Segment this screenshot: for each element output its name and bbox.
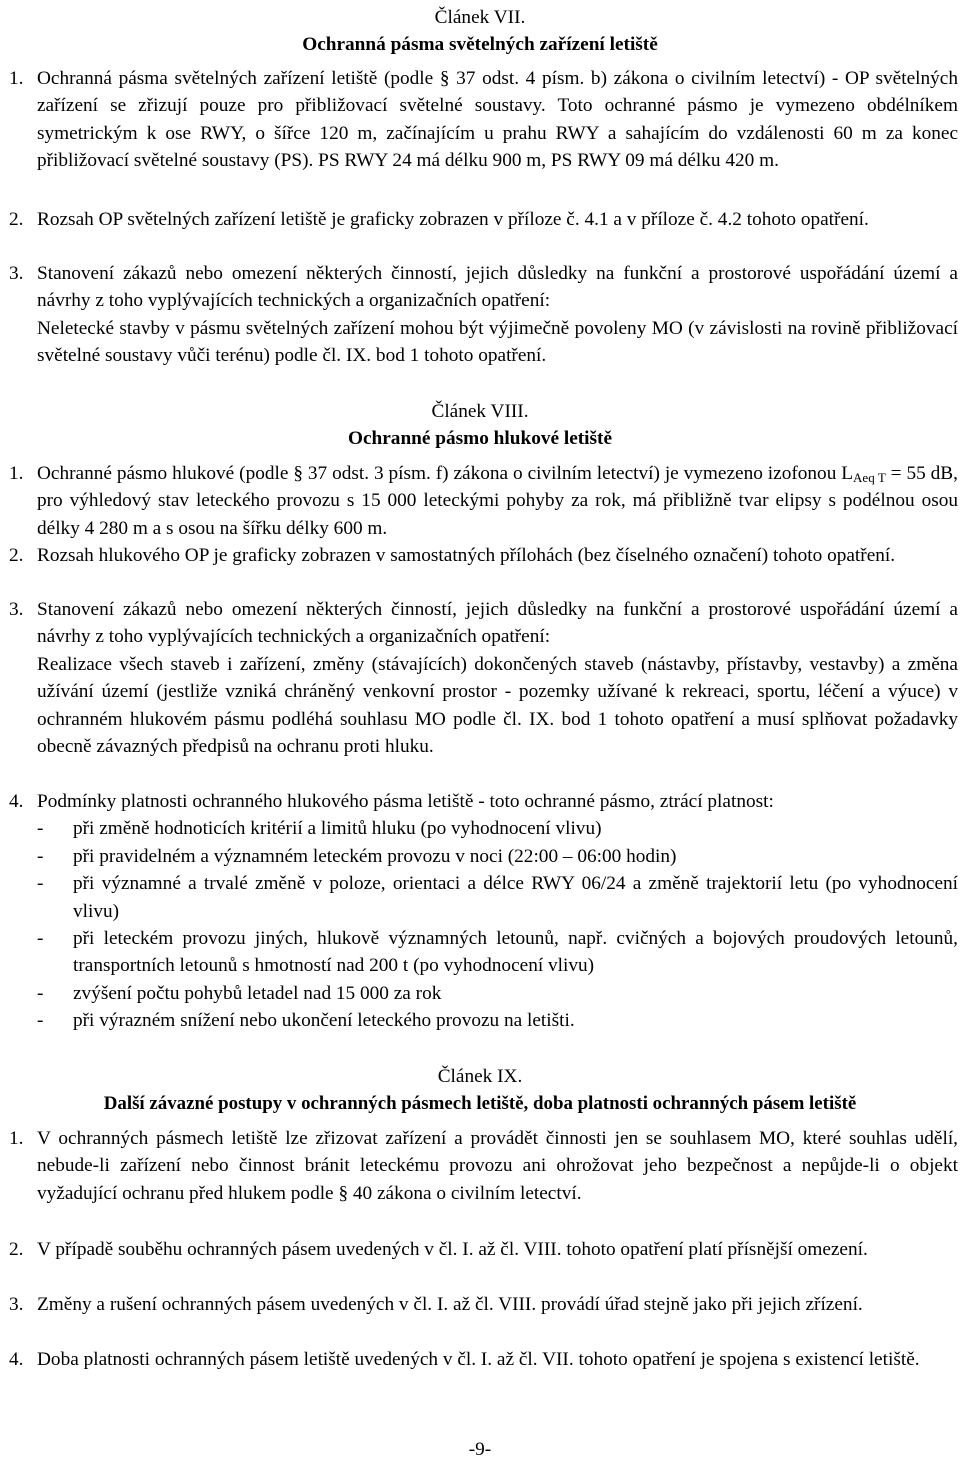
item-text <box>37 460 958 542</box>
list-item <box>0 843 958 870</box>
article-7-item-3 <box>0 260 958 370</box>
item-number: 1. <box>9 1128 24 1149</box>
article-9-number: Článek IX. <box>437 1066 523 1087</box>
bullet-dash: - <box>37 928 44 950</box>
item-number: 2. <box>9 209 24 230</box>
item-text: V případě souběhu ochranných pásem uvedených v čl. I. až čl. VIII. tohoto opatření platí přísnější omezení. <box>37 1239 868 1260</box>
list-item-text: při významné a trvalé změně v poloze, orientaci a délce RWY 06/24 a změně trajektorií letu (po vyhodnocení vlivu) <box>73 873 958 922</box>
item-number: 3. <box>9 599 24 620</box>
page-number: -9- <box>468 1439 492 1460</box>
article-7-item-1 <box>0 65 958 175</box>
article-9 <box>0 1063 960 1118</box>
bullet-dash: - <box>37 1010 44 1032</box>
list-item-text: při pravidelném a významném leteckém provozu v noci (22:00 – 06:00 hodin) <box>73 845 677 867</box>
article-7-title: Ochranná pásma světelných zařízení letiště <box>302 34 658 56</box>
article-7 <box>0 4 960 59</box>
list-item <box>0 1007 958 1034</box>
list-item <box>0 980 958 1007</box>
item-text: Rozsah hlukového OP je graficky zobrazen v samostatných přílohách (bez číselného označení) tohoto opatření. <box>37 545 896 566</box>
item-number: 1. <box>9 463 24 484</box>
article-8-item-4 <box>0 788 958 1035</box>
item-number: 2. <box>9 1239 24 1260</box>
list-item <box>0 925 958 980</box>
subscript-aeq: Aeq T <box>853 470 886 485</box>
article-8-item-2 <box>0 542 958 569</box>
bullet-dash: - <box>37 818 44 840</box>
item-text: Změny a rušení ochranných pásem uvedených v čl. I. až čl. VIII. provádí úřad stejně jako při jejich zřízení. <box>37 1294 863 1315</box>
item-text-part-2: = 55 dB, pro výhledový stav leteckého provozu s 15 000 leteckými pohyby za rok, má přibližně tvar elipsy s podélnou osou délky 4 280 m a s osou na šířku délky 600 m. <box>37 463 958 539</box>
article-9-item-4 <box>0 1346 958 1373</box>
article-7-item-2 <box>0 206 958 233</box>
item-text: Rozsah OP světelných zařízení letiště je graficky zobrazen v příloze č. 4.1 a v příloze č. 4.2 tohoto opatření. <box>37 209 869 230</box>
list-item-text: při výrazném snížení nebo ukončení leteckého provozu na letišti. <box>73 1010 575 1032</box>
article-9-item-1 <box>0 1125 958 1207</box>
article-9-title: Další závazné postupy v ochranných pásmech letiště, doba platnosti ochranných pásem letiště <box>103 1093 857 1115</box>
article-9-item-2 <box>0 1236 958 1263</box>
list-item-text: zvýšení počtu pohybů letadel nad 15 000 za rok <box>73 982 442 1004</box>
list-item-text: při změně hodnoticích kritérií a limitů hluku (po vyhodnocení vlivu) <box>73 818 602 840</box>
item-text: Doba platnosti ochranných pásem letiště uvedených v čl. I. až čl. VII. tohoto opatření je spojena s existencí letiště. <box>37 1349 920 1370</box>
bullet-dash: - <box>37 845 44 867</box>
article-7-number: Článek VII. <box>434 7 526 28</box>
item-number: 2. <box>9 545 24 566</box>
item-text: Ochranná pásma světelných zařízení letiště (podle § 37 odst. 4 písm. b) zákona o civilním letectví) - OP světelných zařízení se zřizují pouze pro přibližovací světelné soustavy. Toto ochranné pásmo je vymezeno obdélníkem symetrickým k ose RWY, o šířce 120 m, začínajícím u prahu RWY a sahajícím do vzdálenosti 60 m za konec přibližovací světelné soustavy (PS). PS RWY 24 má délku 900 m, PS RWY 09 má délku 420 m. <box>37 68 958 172</box>
item-number: 3. <box>9 263 24 284</box>
list-item <box>0 870 958 925</box>
bullet-dash: - <box>37 873 44 895</box>
list-item <box>0 815 958 842</box>
item-text-continued: Realizace všech staveb i zařízení, změny (stávajících) dokončených staveb (nástavby, přístavby, vestavby) a změna užívání území (jestliže vzniká chráněný venkovní prostor - pozemky užívané k rekreaci, sportu, léčení a výuce) v ochranném hlukovém pásmu podléhá souhlasu MO podle čl. IX. bod 1 tohoto opatření a musí splňovat požadavky obecně závazných předpisů na ochranu proti hluku. <box>37 653 958 758</box>
item-number: 1. <box>9 68 24 89</box>
item-text: Stanovení zákazů nebo omezení některých činností, jejich důsledky na funkční a prostorové uspořádání území a návrhy z toho vyplývajících technických a organizačních opatření: <box>37 599 958 648</box>
article-8 <box>0 398 960 453</box>
item-number: 4. <box>9 791 24 812</box>
item-text: Stanovení zákazů nebo omezení některých činností, jejich důsledky na funkční a prostorové uspořádání území a návrhy z toho vyplývajících technických a organizačních opatření: <box>37 263 958 312</box>
article-9-item-3 <box>0 1291 958 1318</box>
item-text-continued: Neletecké stavby v pásmu světelných zařízení mohou být výjimečně povoleny MO (v závislosti na rovině přibližovací světelné soustavy vůči terénu) podle čl. IX. bod 1 tohoto opatření. <box>37 317 958 367</box>
article-8-title: Ochranné pásmo hlukové letiště <box>347 428 613 450</box>
article-8-item-3 <box>0 596 958 760</box>
article-8-number: Článek VIII. <box>431 401 529 422</box>
item-number: 3. <box>9 1294 24 1315</box>
article-8-item-1 <box>0 460 958 542</box>
item-text-part-1: Ochranné pásmo hlukové (podle § 37 odst. 3 písm. f) zákona o civilním letectví) je vymezeno izofonou L <box>37 463 854 484</box>
bullet-dash: - <box>37 982 44 1004</box>
item-number: 4. <box>9 1349 24 1370</box>
item-text: V ochranných pásmech letiště lze zřizovat zařízení a provádět činnosti jen se souhlasem MO, které souhlas udělí, nebude-li zařízení nebo činnost bránit leteckému provozu ani ohrožovat jeho bezpečnost a nepůjde-li o objekt vyžadující ochranu před hlukem podle § 40 zákona o civilním letectví. <box>37 1128 958 1204</box>
list-item-text: při leteckém provozu jiných, hlukově významných letounů, např. cvičných a bojových proudových letounů, transportních letounů s hmotností nad 200 t (po vyhodnocení vlivu) <box>73 928 958 977</box>
item-text: Podmínky platnosti ochranného hlukového pásma letiště - toto ochranné pásmo, ztrácí platnost: <box>37 791 774 812</box>
